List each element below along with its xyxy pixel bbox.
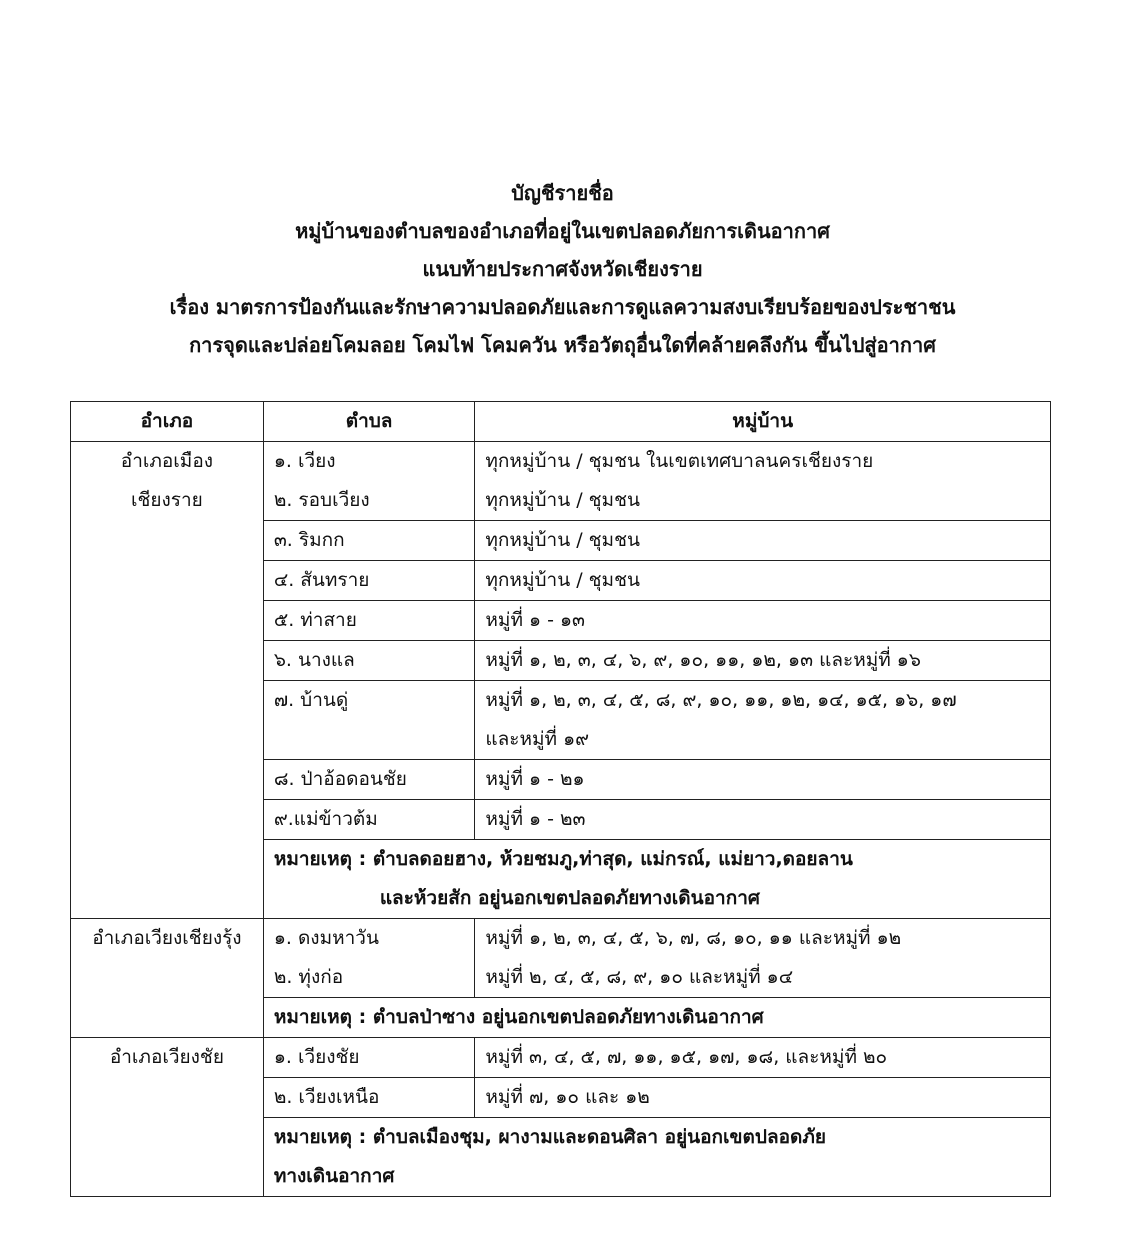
tambon-cell: ๑. เวียงชัย — [263, 1038, 475, 1078]
tambon-cell: ๔. สันทราย — [263, 561, 475, 601]
village-cell — [475, 681, 1051, 760]
title-line: บัญชีรายชื่อ — [511, 181, 614, 205]
village-text: หมู่ที่ ๒, ๔, ๕, ๘, ๙, ๑๐ และหมู่ที่ ๑๔ — [485, 966, 794, 988]
tambon-name: ๒. รอบเวียง — [273, 489, 370, 511]
title-line: หมู่บ้านของตำบลของอำเภอที่อยู่ในเขตปลอดภัยการเดินอากาศ — [295, 219, 830, 243]
tambon-name: ๑. ดงมหาวัน — [273, 927, 379, 949]
village-cell: หมู่ที่ ๗, ๑๐ และ ๑๒ — [475, 1078, 1051, 1118]
village-text: ทุกหมู่บ้าน / ชุมชน ในเขตเทศบาลนครเชียงราย — [485, 450, 874, 472]
tambon-cell: ๒. เวียงเหนือ — [263, 1078, 475, 1118]
note-text: หมายเหตุ : ตำบลป่าซาง อยู่นอกเขตปลอดภัยทางเดินอากาศ — [273, 1006, 764, 1028]
note-cell — [263, 840, 1050, 919]
tambon-cell: ๘. ป่าอ้อดอนชัย — [263, 760, 475, 800]
document-title — [0, 174, 1125, 364]
tambon-cell: ๗. บ้านดู่ — [263, 681, 475, 760]
note-text: และห้วยสัก อยู่นอกเขตปลอดภัยทางเดินอากาศ — [379, 887, 760, 909]
table-row — [71, 1038, 1051, 1078]
tambon-cell: ๓. ริมกก — [263, 521, 475, 561]
village-text: และหมู่ที่ ๑๙ — [485, 728, 590, 750]
table-row — [71, 919, 1051, 998]
tambon-name: ๑. เวียง — [273, 450, 336, 472]
village-cell: หมู่ที่ ๑ - ๒๑ — [475, 760, 1051, 800]
village-cell: หมู่ที่ ๑ - ๑๓ — [475, 601, 1051, 641]
village-cell: หมู่ที่ ๓, ๔, ๕, ๗, ๑๑, ๑๕, ๑๗, ๑๘, และหมู่ที่ ๒๐ — [475, 1038, 1051, 1078]
village-cell: ทุกหมู่บ้าน / ชุมชน — [475, 561, 1051, 601]
village-cell: หมู่ที่ ๑, ๒, ๓, ๔, ๖, ๙, ๑๐, ๑๑, ๑๒, ๑๓ และหมู่ที่ ๑๖ — [475, 641, 1051, 681]
header-tambon: ตำบล — [263, 402, 475, 442]
amphoe-name: อำเภอเวียงเชียงรุ้ง — [92, 927, 242, 949]
tambon-name: ๒. ทุ่งก่อ — [273, 966, 344, 988]
tambon-cell — [263, 442, 475, 521]
title-line: เรื่อง มาตรการป้องกันและรักษาความปลอดภัยและการดูแลความสงบเรียบร้อยของประชาชน — [169, 295, 956, 319]
tambon-cell: ๙.แม่ข้าวต้ม — [263, 800, 475, 840]
village-table — [70, 401, 1051, 1197]
header-village: หมู่บ้าน — [475, 402, 1051, 442]
village-cell: ทุกหมู่บ้าน / ชุมชน — [475, 521, 1051, 561]
village-cell — [475, 442, 1051, 521]
note-cell — [263, 998, 1050, 1038]
village-text: หมู่ที่ ๑, ๒, ๓, ๔, ๕, ๘, ๙, ๑๐, ๑๑, ๑๒, ๑๔, ๑๕, ๑๖, ๑๗ — [485, 689, 957, 711]
note-text: หมายเหตุ : ตำบลเมืองชุม, ผางามและดอนศิลา อยู่นอกเขตปลอดภัย — [273, 1126, 826, 1148]
amphoe-cell — [71, 919, 264, 1038]
title-line: การจุดและปล่อยโคมลอย โคมไฟ โคมควัน หรือวัตถุอื่นใดที่คล้ายคลึงกัน ขึ้นไปสู่อากาศ — [189, 333, 936, 357]
note-text: หมายเหตุ : ตำบลดอยฮาง, ห้วยชมภู,ท่าสุด, แม่กรณ์, แม่ยาว,ดอยลาน — [273, 848, 853, 870]
village-cell — [475, 919, 1051, 998]
tambon-cell: ๖. นางแล — [263, 641, 475, 681]
header-amphoe: อำเภอ — [71, 402, 264, 442]
amphoe-name: เชียงราย — [131, 489, 203, 511]
village-text: หมู่ที่ ๑, ๒, ๓, ๔, ๕, ๖, ๗, ๘, ๑๐, ๑๑ และหมู่ที่ ๑๒ — [485, 927, 902, 949]
title-line: แนบท้ายประกาศจังหวัดเชียงราย — [422, 257, 703, 281]
amphoe-cell — [71, 1038, 264, 1197]
tambon-cell — [263, 919, 475, 998]
village-text: ทุกหมู่บ้าน / ชุมชน — [485, 489, 640, 511]
amphoe-cell — [71, 442, 264, 919]
table-header-row — [71, 402, 1051, 442]
note-cell — [263, 1118, 1050, 1197]
note-text: ทางเดินอากาศ — [273, 1165, 395, 1187]
table-row — [71, 442, 1051, 521]
tambon-cell: ๕. ท่าสาย — [263, 601, 475, 641]
amphoe-name: อำเภอเวียงชัย — [109, 1046, 224, 1068]
village-cell: หมู่ที่ ๑ - ๒๓ — [475, 800, 1051, 840]
amphoe-name: อำเภอเมือง — [120, 450, 214, 472]
